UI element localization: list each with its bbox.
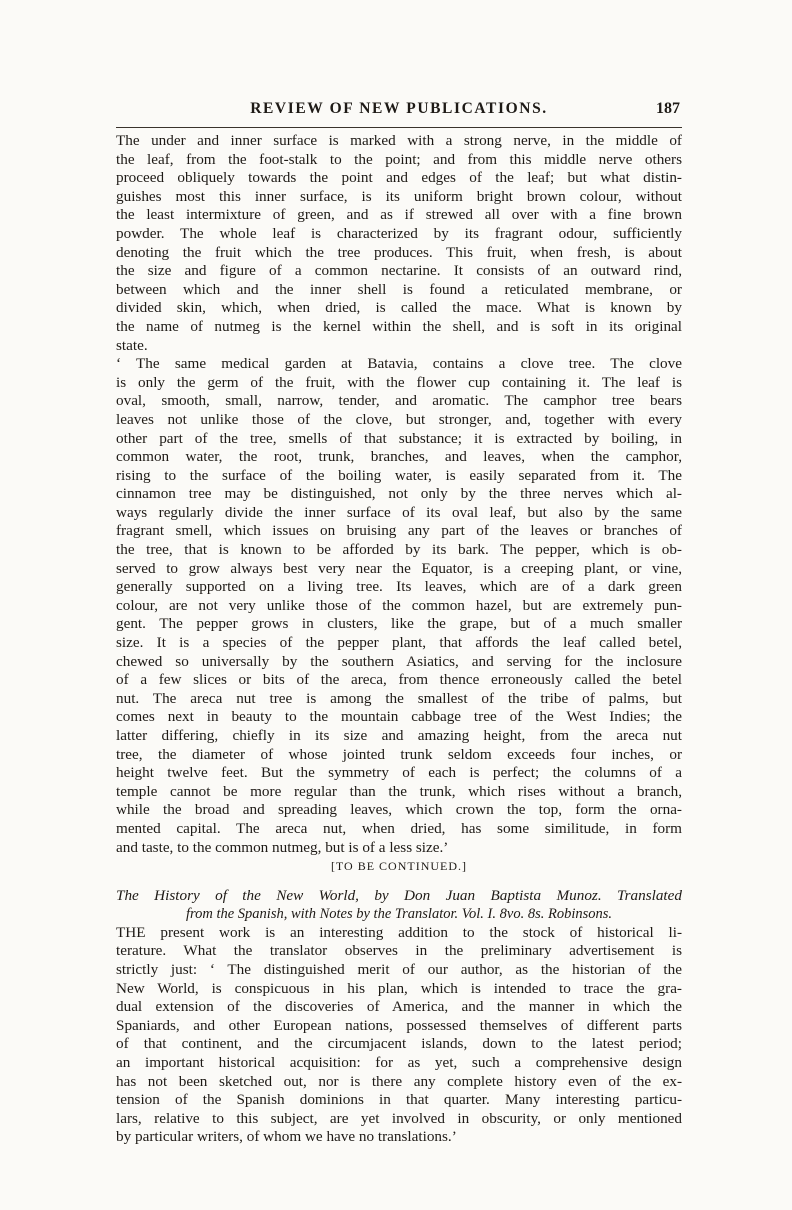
text-line: strictly just: ‘ The distinguished merit of our author, as the historian of the xyxy=(116,960,682,978)
text-line: THE present work is an interesting addition to the stock of historical li- xyxy=(116,923,682,941)
page-header xyxy=(118,100,680,126)
review-title-details: from the Spanish, with Notes by the Translator. Vol. I. 8vo. 8s. Robinsons. xyxy=(185,905,613,922)
review-entry xyxy=(116,886,682,1147)
text-line: terature. What the translator observes in the preliminary advertisement is xyxy=(116,942,682,960)
text-line: fragrant smell, which issues on bruising any part of the leaves or branches of xyxy=(116,522,682,540)
text-line: guishes most this inner surface, is its uniform bright brown colour, without xyxy=(116,187,682,205)
text-line: an important historical acquisition: for as yet, such a comprehensive design xyxy=(116,1053,682,1071)
text-line: lars, relative to this subject, are yet involved in obscurity, or only mentioned xyxy=(116,1109,682,1127)
text-line: The under and inner surface is marked with a strong nerve, in the middle of xyxy=(116,132,682,149)
text-line: size. It is a species of the pepper plant, that affords the leaf called betel, xyxy=(116,634,682,652)
header-rule xyxy=(116,127,682,128)
text-line: is only the germ of the fruit, with the flower cup containing it. The leaf is xyxy=(116,373,682,391)
page-number: 187 xyxy=(656,100,680,117)
text-line: divided skin, which, when dried, is called the mace. What is known by xyxy=(116,299,682,317)
review-title: The History of the New World, by Don Juan Baptista Munoz. Translated xyxy=(116,886,682,904)
text-line: by particular writers, of whom we have no translations.’ xyxy=(116,1128,457,1146)
text-line: powder. The whole leaf is characterized by its fragrant odour, sufficiently xyxy=(116,224,682,242)
text-line: Spaniards, and other European nations, possessed themselves of different parts xyxy=(116,1016,682,1034)
text-line: comes next in beauty to the mountain cabbage tree of the West Indies; the xyxy=(116,708,682,726)
text-line: common water, the root, trunk, branches, and leaves, when the camphor, xyxy=(116,448,682,466)
text-line: gent. The pepper grows in clusters, like the grape, but of a much smaller xyxy=(116,615,682,633)
text-line: denoting the fruit which the tree produces. This fruit, when fresh, is about xyxy=(116,243,682,261)
running-title: REVIEW OF NEW PUBLICATIONS. xyxy=(250,100,548,117)
text-line: between which and the inner shell is found a reticulated membrane, or xyxy=(116,280,682,298)
text-line: the leaf, from the foot-stalk to the point; and from this middle nerve others xyxy=(116,150,682,168)
text-line: proceed obliquely towards the point and edges of the leaf; but what distin- xyxy=(116,169,682,187)
continued-extract xyxy=(116,132,682,876)
text-line: the name of nutmeg is the kernel within the shell, and is soft in its original xyxy=(116,317,682,335)
text-line: of that continent, and the circumjacent islands, down to the latest period; xyxy=(116,1035,682,1053)
text-line: temple cannot be more regular than the trunk, which rises without a branch, xyxy=(116,782,682,800)
text-line: nut. The areca nut tree is among the smallest of the tribe of palms, but xyxy=(116,689,682,707)
text-line: oval, smooth, small, narrow, tender, and aromatic. The camphor tree bears xyxy=(116,392,682,410)
text-line: leaves not unlike those of the clove, but stronger, and, together with every xyxy=(116,410,682,428)
text-line: state. xyxy=(116,336,148,354)
text-line: other part of the tree, smells of that substance; it is extracted by boiling, in xyxy=(116,429,682,447)
text-line: tree, the diameter of whose jointed trunk seldom exceeds four inches, or xyxy=(116,745,682,763)
text-line: cinnamon tree may be distinguished, not only by the three nerves which al- xyxy=(116,485,682,503)
text-line: generally supported on a living tree. Its leaves, which are of a dark green xyxy=(116,578,682,596)
text-line: ‘ The same medical garden at Batavia, contains a clove tree. The clove xyxy=(116,355,682,373)
text-line: tension of the Spanish dominions in that quarter. Many interesting particu- xyxy=(116,1091,682,1109)
text-line: chewed so universally by the southern Asiatics, and serving for the inclosure xyxy=(116,652,682,670)
text-line: rising to the surface of the boiling water, is easily separated from it. The xyxy=(116,466,682,484)
continued-note: [TO BE CONTINUED.] xyxy=(330,859,468,874)
body-text xyxy=(116,132,682,1147)
text-line: New World, is conspicuous in his plan, which is intended to trace the gra- xyxy=(116,979,682,997)
text-line: the tree, that is known to be afforded by its bark. The pepper, which is ob- xyxy=(116,541,682,559)
text-line: colour, are not very unlike those of the common hazel, but are extremely pun- xyxy=(116,596,682,614)
text-line: mented capital. The areca nut, when dried, has some similitude, in form xyxy=(116,819,682,837)
text-line: served to grow always best very near the Equator, is a creeping plant, or vine, xyxy=(116,559,682,577)
text-line: dual extension of the discoveries of America, and the manner in which the xyxy=(116,998,682,1016)
text-line: the size and figure of a common nectarine. It consists of an outward rind, xyxy=(116,262,682,280)
text-line: of a few slices or bits of the areca, from thence erroneously called the betel xyxy=(116,671,682,689)
text-line: has not been sketched out, nor is there any complete history even of the ex- xyxy=(116,1072,682,1090)
text-line: height twelve feet. But the symmetry of each is perfect; the columns of a xyxy=(116,764,682,782)
text-line: ways regularly divide the inner surface of its oval leaf, but also by the same xyxy=(116,503,682,521)
text-line: latter differing, chiefly in its size and amazing height, from the areca nut xyxy=(116,727,682,744)
text-line: the least intermixture of green, and as if strewed all over with a fine brown xyxy=(116,206,682,224)
text-line: and taste, to the common nutmeg, but is of a less size.’ xyxy=(116,838,449,856)
text-line: while the broad and spreading leaves, which crown the top, form the orna- xyxy=(116,801,682,819)
